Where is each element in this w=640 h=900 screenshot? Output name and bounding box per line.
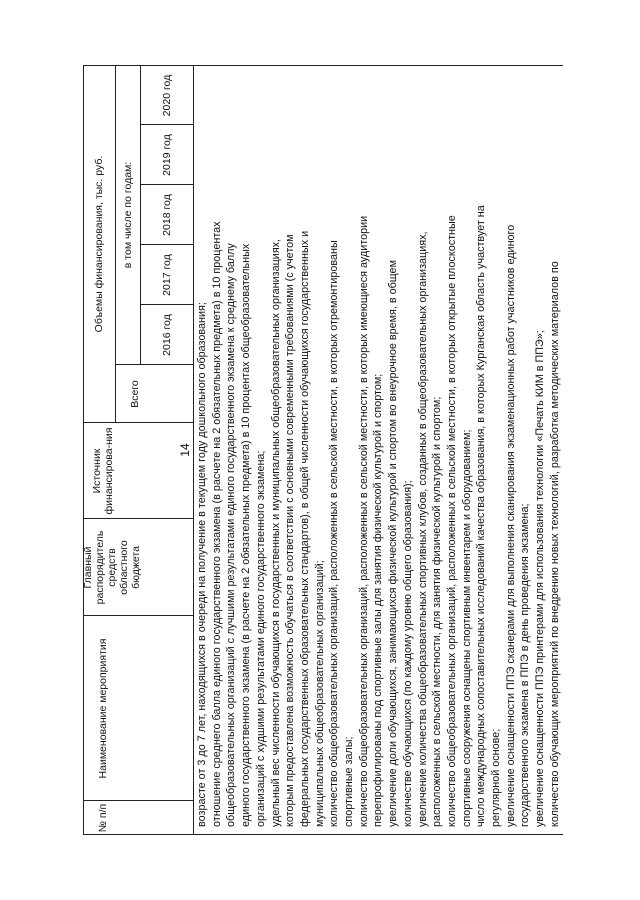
body-line: общеобразовательных организаций с лучшими результатами единого государственного экзамена к среднему баллу	[225, 243, 238, 827]
body-line: государственного экзамена в ППЭ в день проведения экзамена;	[519, 503, 532, 827]
header-col-volumes: Объемы финансирования, тыс. руб.	[93, 155, 105, 333]
rotated-document-table	[83, 65, 563, 835]
header-year-2019: 2019 год	[160, 134, 173, 176]
body-line: спортивные сооружения оснащены спортивным инвентарем и оборудованием;	[460, 429, 473, 827]
body-line: число международных сопоставительных исследований качества образования, в которых Курганская область участвует на	[475, 205, 488, 827]
header-year-2018: 2018 год	[160, 194, 173, 236]
body-line: увеличение оснащенности ППЭ сканерами для выполнения сканирования экзаменационных работ участников единого	[504, 224, 517, 827]
body-line: перепрофилированы под спортивные залы для занятия физической культурой и спортом;	[372, 373, 385, 827]
header-year-2017: 2017 год	[160, 254, 173, 296]
body-line: отношение среднего балла единого государственного экзамена (в расчете на 2 обязательных предмета) в 10 процентах	[210, 221, 223, 827]
header-col-total: Всего	[129, 380, 141, 408]
header-year-2020: 2020 год	[160, 74, 173, 117]
body-line: организаций с худшими результатами единого государственного экзамена;	[254, 450, 267, 827]
body-line: количество общеобразовательных организаций, расположенных в сельской местности, в которых открытые плоскостные	[445, 215, 458, 827]
body-line: увеличение количества общеобразовательных спортивных клубов, созданных в общеобразовательных организациях,	[416, 231, 429, 827]
header-col-by-years: в том числе по годам:	[121, 161, 134, 269]
body-line: увеличение доли обучающихся, занимающихся физической культурой и спортом во внеурочное время, в общем	[387, 260, 400, 827]
body-line: спортивные залы;	[343, 736, 356, 827]
page-number: 14	[178, 443, 192, 457]
body-line: которым предоставлена возможность обучаться в соответствии с основными современными требованиями (с учетом	[284, 234, 297, 827]
body-line: муниципальных общеобразовательных организаций;	[313, 560, 326, 827]
body-line: количестве обучающихся (по каждому уровню общего образования);	[401, 480, 414, 827]
header-col-source: Источник финансирова-ния	[91, 427, 115, 515]
body-line: количество обучающих мероприятий по внедрению новых технологий, разработка методических материалов по	[548, 261, 561, 827]
table-border-left	[83, 834, 563, 835]
header-col-name: Наименование мероприятия	[97, 638, 109, 779]
body-line: количество общеобразовательных организаций, расположенных в сельской местности, в которых отремонтированы	[328, 240, 341, 827]
body-line: количество общеобразовательных организаций, расположенных в сельской местности, в которых имеющиеся аудитории	[357, 215, 370, 827]
body-line: увеличение оснащенности ППЭ принтерами для использования технологии «Печать КИМ в ППЭ»;	[534, 330, 547, 827]
table-body-text	[193, 71, 561, 831]
body-line: расположенных в сельской местности, для занятия физической культурой и спортом;	[431, 396, 444, 827]
body-line: федеральных государственных образовательных стандартов), в общей численности обучающихся государственных и	[298, 230, 311, 827]
body-line: регулярной основе;	[490, 728, 503, 827]
header-col-number: № п/п	[97, 803, 109, 833]
header-year-2016: 2016 год	[160, 314, 173, 356]
body-line: единого государственного экзамена (в расчете на 2 обязательных предмета) в 10 процентах общеобразовательных	[240, 243, 253, 827]
body-line: удельный вес численности обучающихся в государственных и муниципальных общеобразовательных организациях,	[269, 238, 282, 827]
header-col-distributor: Главный распорядитель средств областного бюджета	[82, 530, 142, 605]
body-line: возрасте от 3 до 7 лет, находящихся в очереди на получение в текущем году дошкольного образования;	[196, 302, 208, 827]
